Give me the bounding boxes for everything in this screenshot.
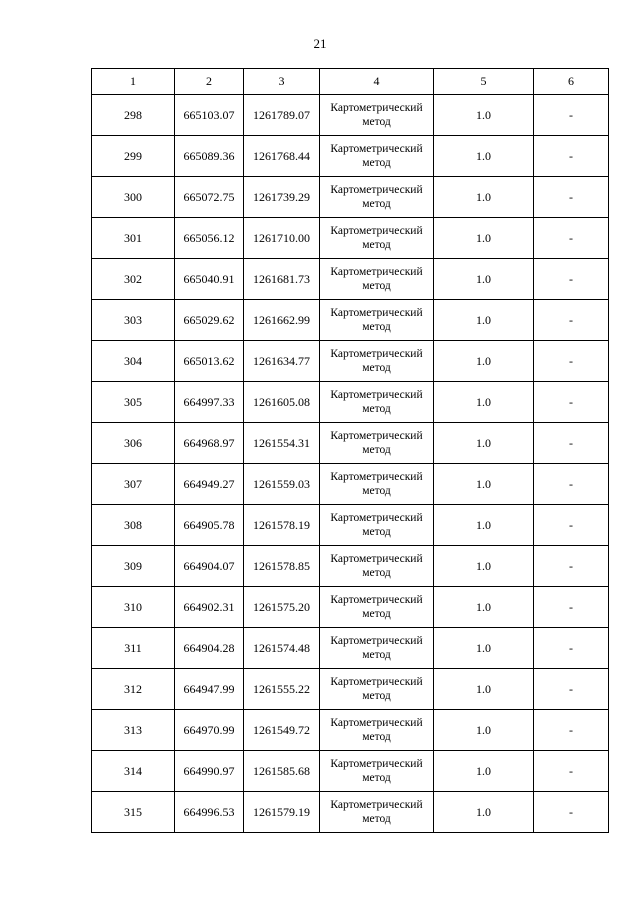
point-number-cell: 305	[92, 382, 175, 423]
note-cell: -	[534, 259, 609, 300]
x-coordinate-cell: 664905.78	[175, 505, 244, 546]
method-cell	[320, 382, 434, 423]
table-row	[92, 751, 609, 792]
table-row	[92, 300, 609, 341]
y-coordinate-cell: 1261789.07	[244, 95, 320, 136]
method-line: метод	[362, 157, 391, 169]
y-coordinate-cell: 1261549.72	[244, 710, 320, 751]
y-coordinate-cell: 1261710.00	[244, 218, 320, 259]
x-coordinate-cell: 664902.31	[175, 587, 244, 628]
y-coordinate-cell: 1261575.20	[244, 587, 320, 628]
method-line: метод	[362, 649, 391, 661]
method-cell	[320, 669, 434, 710]
method-cell	[320, 587, 434, 628]
accuracy-cell: 1.0	[434, 136, 534, 177]
x-coordinate-cell: 665040.91	[175, 259, 244, 300]
method-cell	[320, 259, 434, 300]
table-row	[92, 259, 609, 300]
column-header: 5	[434, 69, 534, 95]
method-line: метод	[362, 198, 391, 210]
method-line: Картометрический	[330, 594, 423, 606]
method-line: метод	[362, 526, 391, 538]
point-number-cell: 312	[92, 669, 175, 710]
accuracy-cell: 1.0	[434, 628, 534, 669]
note-cell: -	[534, 505, 609, 546]
accuracy-cell: 1.0	[434, 177, 534, 218]
note-cell: -	[534, 546, 609, 587]
method-cell	[320, 546, 434, 587]
x-coordinate-cell: 664996.53	[175, 792, 244, 833]
table-row	[92, 464, 609, 505]
y-coordinate-cell: 1261739.29	[244, 177, 320, 218]
x-coordinate-cell: 664947.99	[175, 669, 244, 710]
method-line: Картометрический	[330, 389, 423, 401]
point-number-cell: 311	[92, 628, 175, 669]
method-cell	[320, 341, 434, 382]
table-row	[92, 669, 609, 710]
note-cell: -	[534, 423, 609, 464]
method-cell	[320, 177, 434, 218]
method-line: метод	[362, 690, 391, 702]
x-coordinate-cell: 665089.36	[175, 136, 244, 177]
table-row	[92, 382, 609, 423]
accuracy-cell: 1.0	[434, 218, 534, 259]
note-cell: -	[534, 751, 609, 792]
accuracy-cell: 1.0	[434, 259, 534, 300]
method-line: Картометрический	[330, 635, 423, 647]
method-line: Картометрический	[330, 143, 423, 155]
column-header: 2	[175, 69, 244, 95]
method-cell	[320, 464, 434, 505]
point-number-cell: 313	[92, 710, 175, 751]
method-line: метод	[362, 362, 391, 374]
method-line: метод	[362, 403, 391, 415]
point-number-cell: 302	[92, 259, 175, 300]
y-coordinate-cell: 1261768.44	[244, 136, 320, 177]
point-number-cell: 308	[92, 505, 175, 546]
table-row	[92, 95, 609, 136]
point-number-cell: 310	[92, 587, 175, 628]
table-row	[92, 218, 609, 259]
method-line: метод	[362, 444, 391, 456]
method-cell	[320, 505, 434, 546]
table-row	[92, 546, 609, 587]
method-line: Картометрический	[330, 553, 423, 565]
table-row	[92, 710, 609, 751]
table-row	[92, 792, 609, 833]
method-line: Картометрический	[330, 676, 423, 688]
point-number-cell: 304	[92, 341, 175, 382]
table-row	[92, 136, 609, 177]
x-coordinate-cell: 664904.07	[175, 546, 244, 587]
table-body	[92, 95, 609, 833]
point-number-cell: 299	[92, 136, 175, 177]
accuracy-cell: 1.0	[434, 710, 534, 751]
note-cell: -	[534, 587, 609, 628]
method-cell	[320, 792, 434, 833]
x-coordinate-cell: 665056.12	[175, 218, 244, 259]
column-header: 1	[92, 69, 175, 95]
accuracy-cell: 1.0	[434, 587, 534, 628]
note-cell: -	[534, 300, 609, 341]
method-line: Картометрический	[330, 512, 423, 524]
method-cell	[320, 95, 434, 136]
method-line: Картометрический	[330, 102, 423, 114]
table-row	[92, 628, 609, 669]
accuracy-cell: 1.0	[434, 341, 534, 382]
note-cell: -	[534, 792, 609, 833]
point-number-cell: 315	[92, 792, 175, 833]
point-number-cell: 301	[92, 218, 175, 259]
y-coordinate-cell: 1261662.99	[244, 300, 320, 341]
table-row	[92, 341, 609, 382]
method-cell	[320, 628, 434, 669]
accuracy-cell: 1.0	[434, 382, 534, 423]
y-coordinate-cell: 1261605.08	[244, 382, 320, 423]
method-line: метод	[362, 772, 391, 784]
page-number: 21	[313, 36, 327, 51]
point-number-cell: 314	[92, 751, 175, 792]
table-row	[92, 587, 609, 628]
method-line: Картометрический	[330, 471, 423, 483]
table-header	[92, 69, 609, 95]
x-coordinate-cell: 664968.97	[175, 423, 244, 464]
y-coordinate-cell: 1261574.48	[244, 628, 320, 669]
method-line: метод	[362, 813, 391, 825]
method-cell	[320, 710, 434, 751]
method-line: метод	[362, 280, 391, 292]
column-header: 6	[534, 69, 609, 95]
note-cell: -	[534, 136, 609, 177]
x-coordinate-cell: 665029.62	[175, 300, 244, 341]
y-coordinate-cell: 1261585.68	[244, 751, 320, 792]
x-coordinate-cell: 664970.99	[175, 710, 244, 751]
column-header: 3	[244, 69, 320, 95]
method-line: метод	[362, 485, 391, 497]
note-cell: -	[534, 177, 609, 218]
x-coordinate-cell: 664990.97	[175, 751, 244, 792]
method-cell	[320, 136, 434, 177]
method-line: Картометрический	[330, 758, 423, 770]
header-row	[92, 69, 609, 95]
note-cell: -	[534, 341, 609, 382]
point-number-cell: 298	[92, 95, 175, 136]
accuracy-cell: 1.0	[434, 546, 534, 587]
method-line: метод	[362, 321, 391, 333]
method-line: Картометрический	[330, 717, 423, 729]
y-coordinate-cell: 1261579.19	[244, 792, 320, 833]
accuracy-cell: 1.0	[434, 792, 534, 833]
accuracy-cell: 1.0	[434, 300, 534, 341]
method-cell	[320, 300, 434, 341]
y-coordinate-cell: 1261578.19	[244, 505, 320, 546]
accuracy-cell: 1.0	[434, 423, 534, 464]
x-coordinate-cell: 664997.33	[175, 382, 244, 423]
y-coordinate-cell: 1261559.03	[244, 464, 320, 505]
accuracy-cell: 1.0	[434, 505, 534, 546]
x-coordinate-cell: 665072.75	[175, 177, 244, 218]
method-line: Картометрический	[330, 225, 423, 237]
point-number-cell: 306	[92, 423, 175, 464]
point-number-cell: 309	[92, 546, 175, 587]
table-row	[92, 177, 609, 218]
method-line: Картометрический	[330, 184, 423, 196]
accuracy-cell: 1.0	[434, 751, 534, 792]
note-cell: -	[534, 710, 609, 751]
x-coordinate-cell: 665013.62	[175, 341, 244, 382]
accuracy-cell: 1.0	[434, 669, 534, 710]
note-cell: -	[534, 382, 609, 423]
method-line: Картометрический	[330, 430, 423, 442]
x-coordinate-cell: 664904.28	[175, 628, 244, 669]
method-line: Картометрический	[330, 266, 423, 278]
x-coordinate-cell: 664949.27	[175, 464, 244, 505]
accuracy-cell: 1.0	[434, 464, 534, 505]
y-coordinate-cell: 1261634.77	[244, 341, 320, 382]
x-coordinate-cell: 665103.07	[175, 95, 244, 136]
method-line: Картометрический	[330, 307, 423, 319]
method-line: метод	[362, 567, 391, 579]
y-coordinate-cell: 1261555.22	[244, 669, 320, 710]
method-line: Картометрический	[330, 799, 423, 811]
point-number-cell: 307	[92, 464, 175, 505]
method-cell	[320, 751, 434, 792]
method-line: метод	[362, 116, 391, 128]
note-cell: -	[534, 669, 609, 710]
note-cell: -	[534, 464, 609, 505]
accuracy-cell: 1.0	[434, 95, 534, 136]
method-line: метод	[362, 731, 391, 743]
point-number-cell: 300	[92, 177, 175, 218]
method-cell	[320, 218, 434, 259]
method-cell	[320, 423, 434, 464]
table-row	[92, 423, 609, 464]
note-cell: -	[534, 628, 609, 669]
point-number-cell: 303	[92, 300, 175, 341]
coordinates-table	[91, 68, 609, 833]
column-header: 4	[320, 69, 434, 95]
y-coordinate-cell: 1261681.73	[244, 259, 320, 300]
method-line: Картометрический	[330, 348, 423, 360]
note-cell: -	[534, 218, 609, 259]
note-cell: -	[534, 95, 609, 136]
method-line: метод	[362, 239, 391, 251]
table-row	[92, 505, 609, 546]
y-coordinate-cell: 1261554.31	[244, 423, 320, 464]
method-line: метод	[362, 608, 391, 620]
y-coordinate-cell: 1261578.85	[244, 546, 320, 587]
